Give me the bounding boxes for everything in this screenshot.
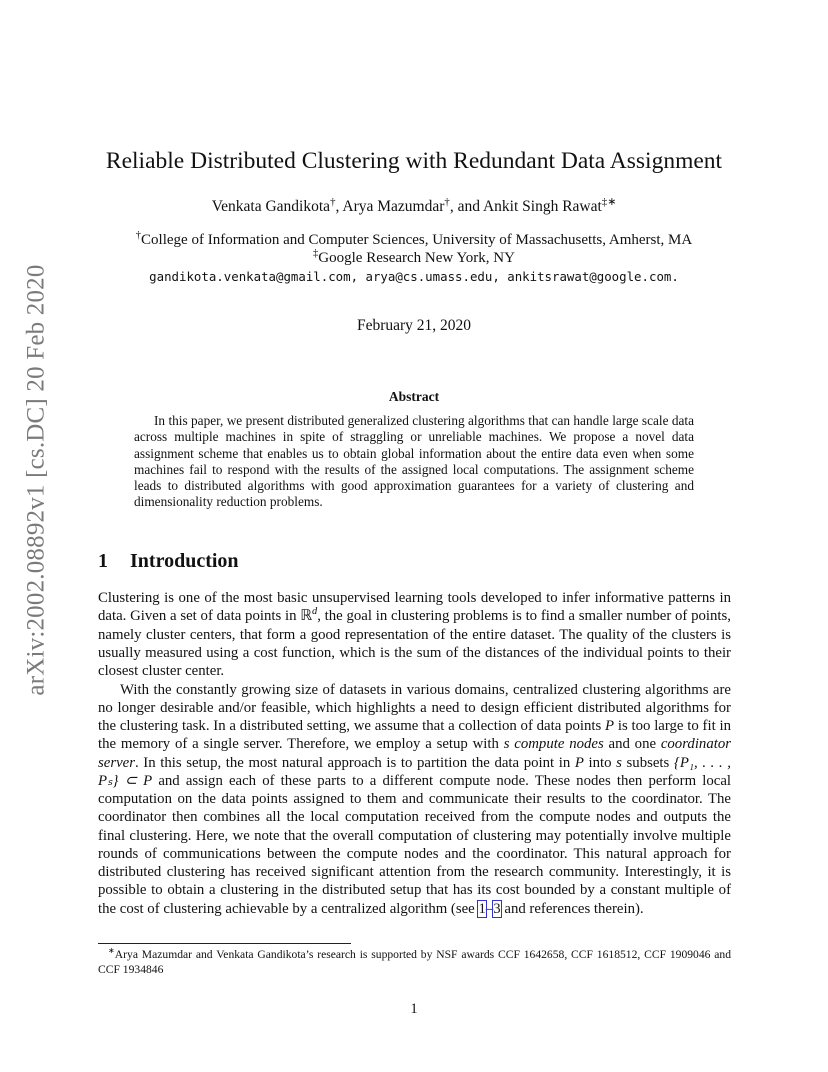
math-reals: ℝ [300,608,312,625]
term-compute-nodes: compute nodes [514,736,604,753]
author-affil-mark: ‡∗ [601,195,617,208]
page-number: 1 [410,1001,418,1017]
footnote [98,948,731,977]
text-run: and references therein). [500,900,644,917]
footnote-divider [98,943,351,944]
text-run: is too large to fit in the memory of a single server. Therefore, we employ a setup with [98,718,731,753]
section-heading [98,550,239,573]
math-var: P [605,718,615,734]
text-run: . In this setup, the most natural approach is to partition the data point in [134,754,575,771]
affil-mark: ‡ [313,248,319,259]
author-gandikota: Venkata Gandikota [211,198,331,215]
text-run: Clustering is one of the most basic unsupervised learning tools developed to infer informative patterns in data. Given a set of data points in [98,590,731,625]
footnote-text: Arya Mazumdar and Venkata Gandikota’s research is supported by NSF awards CCF 1642658, CCF 1618512, CCF 1909046 and CCF 1934846 [98,948,731,976]
math-subsets: {P₁, . . . , Pₛ} ⊂ P [98,754,731,789]
abstract-heading: Abstract [388,389,440,404]
footnote-mark: ∗ [108,946,115,956]
affiliation-google-text: Google Research New York, NY [318,250,515,266]
arxiv-identifier: arXiv:2002.08892v1 [cs.DC] 20 Feb 2020 [23,264,51,696]
section-number: 1 [98,550,108,572]
intro-paragraph-1 [98,589,731,680]
math-var: P [574,754,584,771]
citation-link[interactable]: 1 [478,900,486,917]
text-run: – [485,900,494,917]
affiliation-umass [0,232,828,249]
paper-date: February 21, 2020 [356,317,472,334]
text-run: With the constantly growing size of datasets in various domains, centralized clustering algorithms are no longer desirable and/or feasible, which highlights a need to design efficient distributed algorithms for the clustering task. In a distributed setting, we assume that a collection of data points [98,681,731,734]
text-run: and one [603,736,661,753]
author-affil-mark: † [444,195,450,208]
affiliation-google [0,250,828,267]
arxiv-sidebar [14,264,60,696]
text-run: into [583,754,617,771]
section-title: Introduction [130,550,239,572]
author-list: Venkata Gandikota†, Arya Mazumdar†, and Ankit Singh Rawat‡∗ [211,195,617,215]
author-emails: gandikota.venkata@gmail.com, arya@cs.umass.edu, ankitsrawat@google.com. [149,269,679,284]
author-affil-mark: † [330,195,336,208]
math-var: s [616,754,622,771]
abstract-text: In this paper, we present distributed generalized clustering algorithms that can handle large scale data across multiple machines in spite of straggling or unreliable machines. We propose a novel data assignment scheme that enables us to obtain global information about the entire data even when some machines fail to respond with the results of the assigned local computations. The assignment scheme leads to distributed algorithms with good approximation guarantees for a variety of clustering and dimensionality reduction problems. [134,413,694,510]
affil-mark: † [135,230,142,241]
intro-paragraph-2 [98,681,731,918]
affiliation-umass-text: College of Information and Computer Sciences, University of Massachusetts, Amherst, MA [141,232,693,248]
paper-title: Reliable Distributed Clustering with Redundant Data Assignment [105,148,723,174]
citation-link[interactable]: 3 [493,900,501,917]
author-mazumdar: Arya Mazumdar [342,198,445,215]
term-coordinator-server: coordinator server [98,736,731,771]
text-run: subsets [621,754,674,771]
text-run: and assign each of these parts to a different compute node. These nodes then perform local computation on the data points assigned to them and communicate their results to the coordinator. The coordinator then combines all the local computation received from the compute nodes and outputs the final clustering. Here, we note that the overall computation of clustering may potentially involve multiple rounds of communications between the compute nodes and the coordinator. This natural approach for distributed clustering has received significant attention from the research community. Interestingly, it is possible to obtain a clustering in the distributed setup that has its cost bounded by a constant multiple of the cost of clustering achievable by a centralized algorithm (see [98,772,731,917]
author-rawat: and Ankit Singh Rawat [457,198,602,215]
text-run: , the goal in clustering problems is to find a smaller number of points, namely cluster centers, that form a good representation of the entire dataset. The quality of the clusters is usually measured using a cost function, which is the sum of the distances of the individual points to their closest cluster center. [98,608,731,679]
math-exponent: d [312,606,318,618]
math-var: s [503,736,510,753]
